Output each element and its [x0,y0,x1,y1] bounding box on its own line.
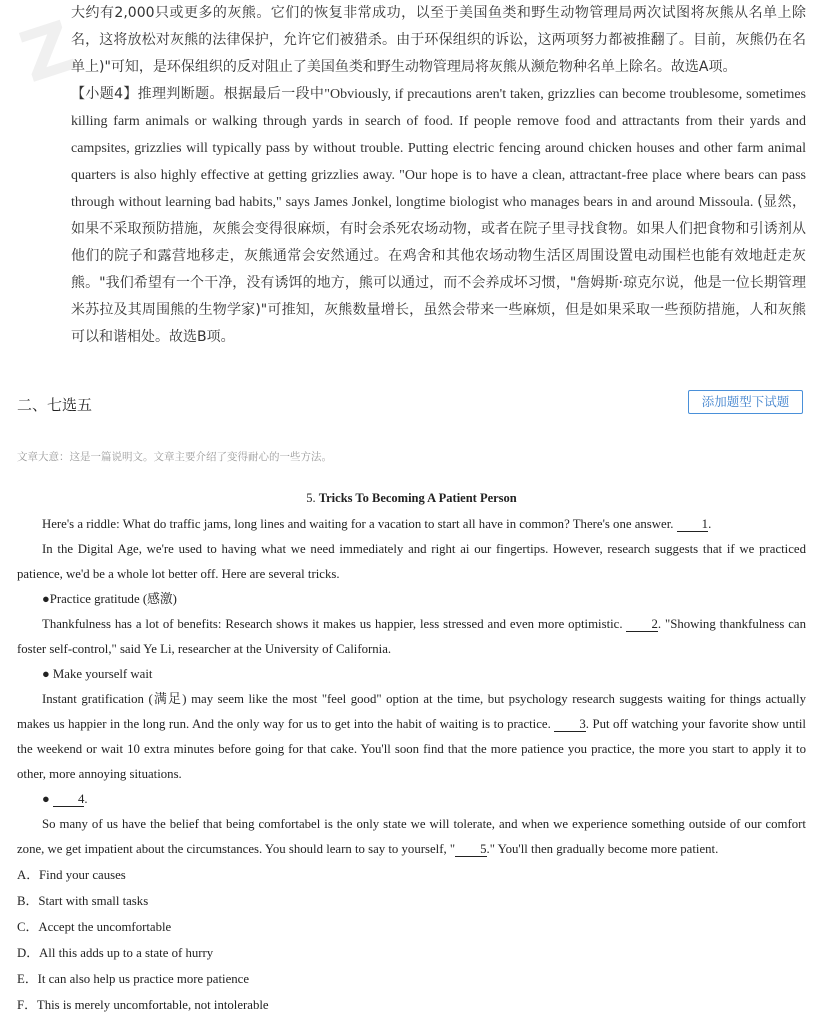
options-list [17,862,269,1018]
blank-5: 5 [455,842,486,857]
subheading: ● Make yourself wait [42,667,153,681]
paragraph-text: Here's a riddle: What do traffic jams, long lines and waiting for a vacation to start all have in common? There's one answer. [42,517,677,531]
question-number: 5. [306,491,319,505]
explanation-paragraph [71,81,806,351]
paragraph-text: ." You'll then gradually become more patient. [486,842,719,856]
blank-3: 3 [554,717,585,732]
passage-title [17,487,806,509]
passage-paragraph [17,612,806,662]
option-b: B．Start with small tasks [17,894,149,908]
passage [17,487,806,862]
add-question-button[interactable]: 添加题型下试题 [688,390,803,414]
blank-2: 2 [626,617,657,632]
option-c: C．Accept the uncomfortable [17,920,172,934]
passage-paragraph [17,687,806,787]
blank-1: 1 [677,517,708,532]
option-f: F．This is merely uncomfortable, not intolerable [17,998,269,1012]
watermark: Z [10,5,85,99]
explanation-paragraph: 大约有2,000只或更多的灰熊。它们的恢复非常成功，以至于美国鱼类和野生动物管理局两次试图将灰熊从名单上除名，这将放松对灰熊的法律保护，允许它们被猎杀。由于环保组织的诉讼，这两项努力都被推翻了。目前，灰熊仍在名单上)"可知，是环保组织的反对阻止了美国鱼类和野生动物管理局将灰熊从濒危物种名单上除名。故选A项。 [71,5,806,75]
option-a: A．Find your causes [17,868,126,882]
paragraph-text: . Put off watching your favorite show until the weekend or wait 10 extra minutes before going for that cake. You'll soon find that the more patience you practice, the more you start to apply it to other, more annoying situations. [17,717,806,781]
section-title: 二、七选五 [17,396,93,414]
section-header [17,392,803,416]
explanation-quote: "Obviously, if precautions aren't taken, grizzlies can become troublesome, sometimes killing farm animals or walking through yards in search of food. If people remove food and attractants from their yards and campsites, grizzlies will typically pass by without trouble. Putting electric fencing around chicken houses and other farm animal quarters is also highly effective at getting grizzlies away. "Our hope is to have a clean, attractant-free place where bears can pass through without learning bad habits," says James Jonkel, longtime biologist who manages bears in and around Missoula. [71,87,807,210]
paragraph-text: So many of us have the belief that being comfortabel is the only state we will tolerate, and when we experience something outside of our comfort zone, we get impatient about the circumstances. You should learn to say to yourself, " [17,817,806,856]
answer-explanation [71,0,806,351]
passage-paragraph: Here's a riddle: What do traffic jams, long lines and waiting for a vacation to start all have in common? There's one answer. 1. [42,517,712,531]
passage-paragraph [17,812,806,862]
article-summary: 文章大意：这是一篇说明文。文章主要介绍了变得耐心的一些方法。 [17,451,332,463]
option-d: D．All this adds up to a state of hurry [17,946,214,960]
paragraph-text: Instant gratification (满足) may seem like the most "feel good" option at the time, but psychology research suggests waiting for things actually makes us happier in the long run. And the only way for us to get into the habit of waiting is to practice. [17,692,806,731]
paragraph-text: Thankfulness has a lot of benefits: Research shows it makes us happier, less stressed and even more optimistic. [42,617,627,631]
explanation-heading: 【小题4】推理判断题。根据最后一段中 [71,86,325,102]
bullet: ● [42,792,53,806]
subheading: ●Practice gratitude (感激) [42,592,177,606]
paragraph-text: . "Showing thankfulness can foster self-control," said Ye Li, researcher at the University of California. [17,617,806,656]
subheading: ● 4. [42,792,88,806]
passage-paragraph: In the Digital Age, we're used to having what we need immediately and right ai our fingertips. However, research suggests that if we practiced patience, we'd be a whole lot better off. Here are several tricks. [17,542,806,581]
option-e: E．It can also help us practice more patience [17,972,250,986]
explanation-translation: (显然，如果不采取预防措施，灰熊会变得很麻烦，有时会杀死农场动物，或者在院子里寻找食物。如果人们把食物和引诱剂从他们的院子和露营地移走，灰熊通常会安然通过。在鸡舍和其他农场动物生活区周围设置电动围栏也能有效地赶走灰熊。"我们希望有一个干净，没有诱饵的地方，熊可以通过，而不会养成坏习惯，"詹姆斯·琼克尔说，他是一位长期管理米苏拉及其周围熊的生物学家)"可推知，灰熊数量增长，虽然会带来一些麻烦，但是如果采取一些预防措施，人和灰熊可以和谐相处。故选B项。 [71,194,806,345]
passage-title-text: Tricks To Becoming A Patient Person [318,491,517,505]
blank-4: 4 [53,792,84,807]
